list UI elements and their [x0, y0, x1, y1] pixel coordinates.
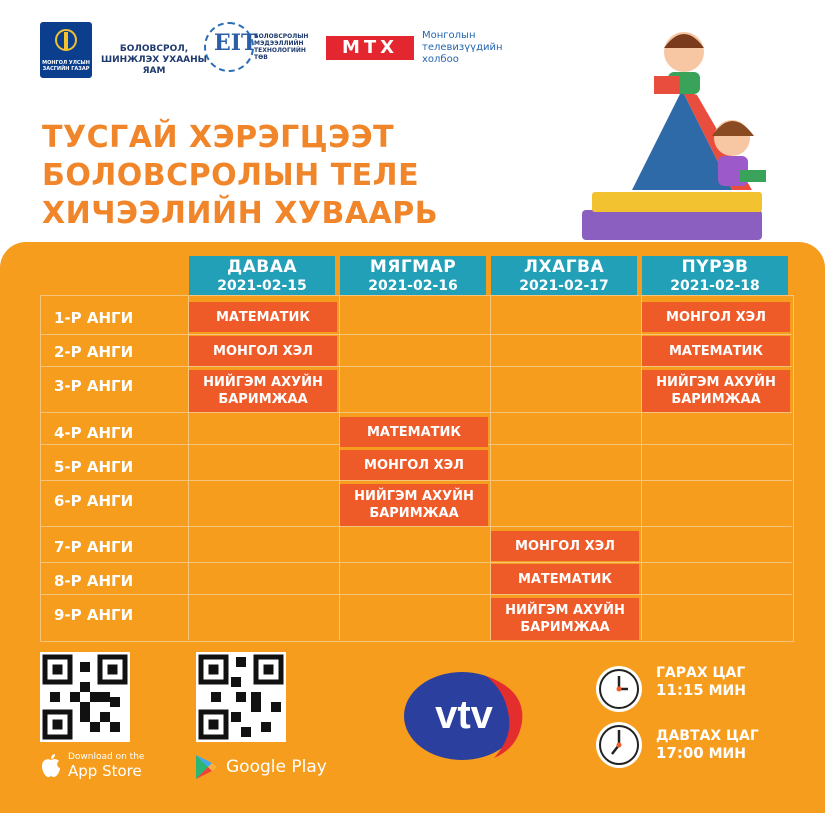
day-date: 2021-02-18: [670, 278, 760, 294]
lesson-text: НИЙГЭМ АХУЙН: [203, 375, 323, 390]
qr-code-icon: [196, 652, 286, 742]
title-line-2: БОЛОВСРОЛЫН ТЕЛЕ: [42, 158, 420, 193]
day-header-thursday: [642, 256, 788, 296]
lesson-cell: МОНГОЛ ХЭЛ: [340, 450, 488, 480]
clock-icon: [592, 716, 646, 770]
grade-label-6: 6-Р АНГИ: [54, 492, 134, 510]
lesson-text: НИЙГЭМ АХУЙН: [354, 489, 474, 504]
grid-line: [40, 594, 792, 595]
lesson-cell: МОНГОЛ ХЭЛ: [189, 336, 337, 366]
repeat-time-unit: МИН: [708, 746, 746, 762]
lesson-text: БАРИМЖАА: [369, 506, 459, 521]
google-play-icon: [194, 754, 218, 780]
lesson-text: НИЙГЭМ АХУЙН: [656, 375, 776, 390]
day-header-wednesday: [491, 256, 637, 296]
clock-icon: [592, 660, 646, 714]
ministry-line: ШИНЖЛЭХ УХААНЫ: [100, 55, 208, 65]
lesson-text: БАРИМЖАА: [671, 392, 761, 407]
lesson-text: БАРИМЖАА: [520, 620, 610, 635]
day-name: ЛХАГВА: [523, 257, 605, 277]
grade-label-7: 7-Р АНГИ: [54, 538, 134, 556]
ministry-line: БОЛОВСРОЛ,: [119, 44, 189, 54]
google-play-label: Google Play: [226, 757, 327, 777]
eit-line: МЭДЭЭЛЛИЙН: [254, 40, 304, 47]
day-name: МЯГМАР: [369, 257, 457, 277]
mtx-line: телевизүүдийн: [422, 42, 503, 53]
apple-icon: [40, 753, 62, 779]
repeat-time: [656, 728, 759, 763]
grade-label-4: 4-Р АНГИ: [54, 424, 134, 442]
repeat-time-value: 17:00: [656, 744, 704, 762]
grid-line: [40, 480, 792, 481]
grid-line: [40, 526, 792, 527]
lesson-text: НИЙГЭМ АХУЙН: [505, 603, 625, 618]
grid-line: [40, 366, 792, 367]
grade-label-1: 1-Р АНГИ: [54, 309, 134, 327]
qr-code-icon: [40, 652, 130, 742]
mtx-name: [422, 30, 532, 66]
kids-reading-illustration: [572, 10, 822, 250]
soyombo-icon: [50, 26, 82, 58]
lesson-cell: [189, 370, 337, 412]
day-date: 2021-02-15: [217, 278, 307, 294]
lesson-cell: МОНГОЛ ХЭЛ: [491, 531, 639, 561]
grade-label-5: 5-Р АНГИ: [54, 458, 134, 476]
grade-label-9: 9-Р АНГИ: [54, 606, 134, 624]
grade-label-3: 3-Р АНГИ: [54, 377, 134, 395]
app-store-link[interactable]: [40, 752, 144, 780]
repeat-time-label: ДАВТАХ ЦАГ: [656, 728, 759, 744]
day-header-monday: [189, 256, 335, 296]
app-store-qr-code[interactable]: [40, 652, 130, 742]
eit-line: БОЛОВСРОЛЫН: [254, 33, 309, 40]
app-store-text: [68, 752, 144, 780]
air-time-label: ГАРАХ ЦАГ: [656, 665, 746, 681]
air-time-value: 11:15: [656, 681, 704, 699]
lesson-cell: [491, 598, 639, 640]
day-header-tuesday: [340, 256, 486, 296]
eit-name: [254, 33, 334, 61]
lesson-cell: МАТЕМАТИК: [189, 302, 337, 332]
lesson-cell: [340, 484, 488, 526]
lesson-cell: МОНГОЛ ХЭЛ: [642, 302, 790, 332]
day-name: ДАВАА: [226, 257, 298, 277]
day-date: 2021-02-17: [519, 278, 609, 294]
mtx-line: Монголын: [422, 30, 476, 41]
vtv-logo-text: vtv: [435, 693, 493, 737]
google-play-link[interactable]: [194, 754, 327, 780]
ministry-name: [99, 44, 209, 77]
grid-line: [40, 562, 792, 563]
day-date: 2021-02-16: [368, 278, 458, 294]
google-play-qr-code[interactable]: [196, 652, 286, 742]
app-store-label: App Store: [68, 762, 142, 780]
air-time-unit: МИН: [708, 683, 746, 699]
grid-line: [40, 412, 792, 413]
title-line-1: ТУСГАЙ ХЭРЭГЦЭЭТ: [42, 120, 395, 155]
lesson-text: БАРИМЖАА: [218, 392, 308, 407]
air-time: [656, 665, 746, 700]
lesson-cell: МАТЕМАТИК: [340, 417, 488, 447]
mtx-line: холбоо: [422, 54, 459, 65]
eit-logo: EIT: [214, 30, 258, 56]
title-line-3: ХИЧЭЭЛИЙН ХУВААРЬ: [42, 196, 439, 231]
lesson-cell: [642, 370, 790, 412]
emblem-caption: МОНГОЛ УЛСЫН ЗАСГИЙН ГАЗАР: [42, 60, 90, 72]
lesson-cell: МАТЕМАТИК: [642, 336, 790, 366]
vtv-logo: [398, 666, 533, 762]
ministry-line: ЯАМ: [142, 66, 166, 76]
lesson-cell: МАТЕМАТИК: [491, 564, 639, 594]
app-store-caption: Download on the: [68, 752, 145, 762]
day-name: ПҮРЭВ: [681, 257, 749, 277]
grid-line: [40, 334, 792, 335]
grade-label-2: 2-Р АНГИ: [54, 343, 134, 361]
grade-label-8: 8-Р АНГИ: [54, 572, 134, 590]
header: [0, 0, 825, 250]
mtx-logo: МТХ: [326, 36, 414, 60]
eit-line: ТЕХНОЛОГИЙН: [254, 47, 306, 54]
eit-line: ТӨВ: [254, 54, 268, 61]
